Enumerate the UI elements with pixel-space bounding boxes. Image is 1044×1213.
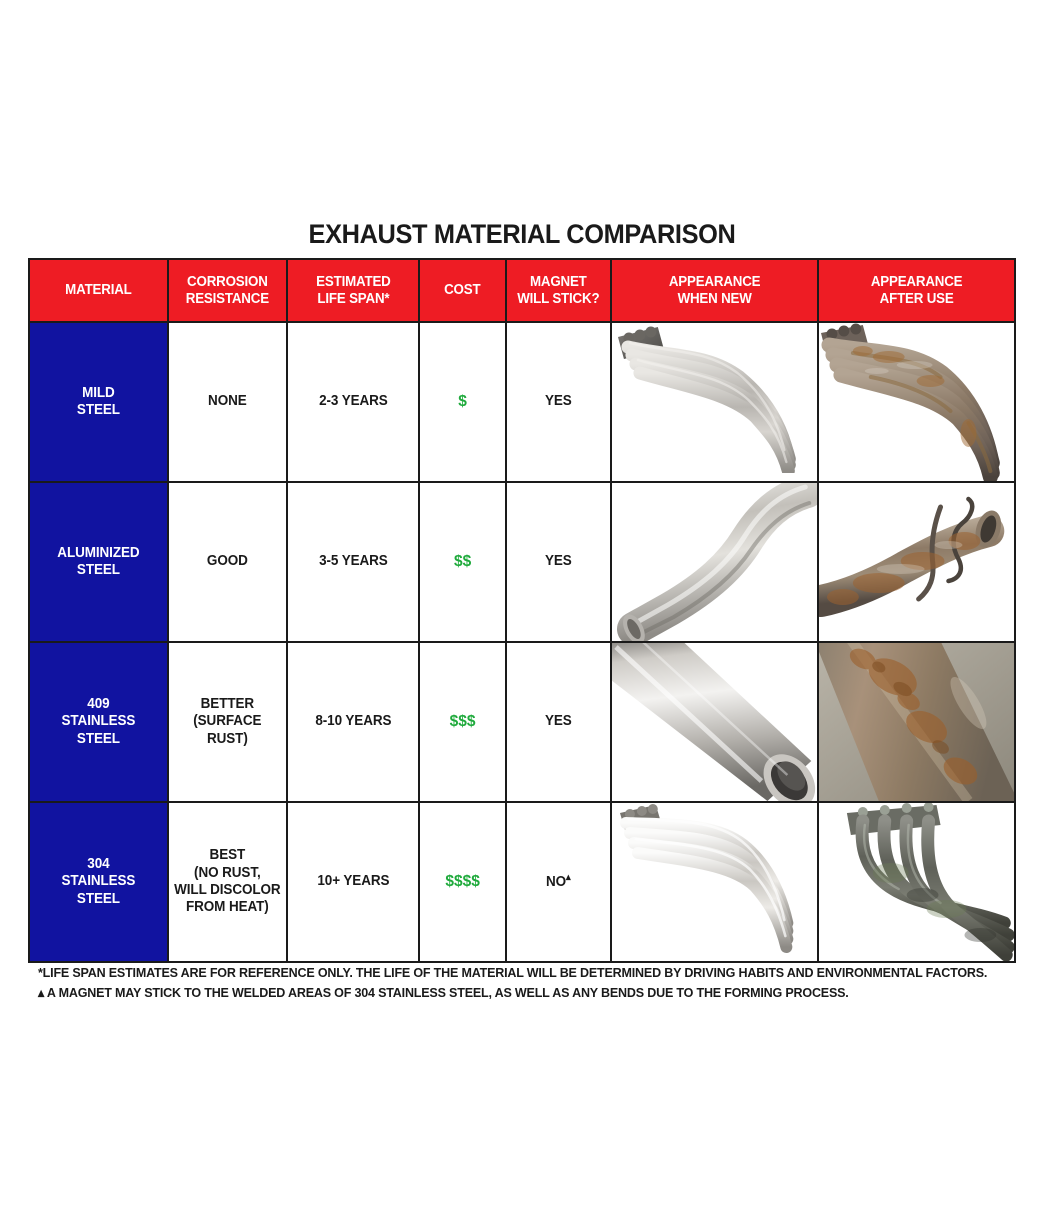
cell-appearance-used-mild-steel <box>818 322 1015 482</box>
cell-cost-409-stainless-steel: $$$ <box>419 642 506 802</box>
409-stainless-surface-rust-photo <box>819 643 1014 801</box>
cell-lifespan-mild-steel: 2-3 YEARS <box>287 322 420 482</box>
magnet-footnote-marker: ▴ <box>565 872 571 884</box>
comparison-table-wrapper <box>28 258 1016 963</box>
table-header-row <box>29 259 1015 322</box>
cell-corrosion-mild-steel: NONE <box>168 322 287 482</box>
cell-corrosion-aluminized-steel: GOOD <box>168 482 287 642</box>
cell-cost-aluminized-steel: $$ <box>419 482 506 642</box>
409-stainless-straight-pipe-new-photo <box>612 643 817 801</box>
cell-appearance-new-409-stainless-steel <box>611 642 818 802</box>
exhaust-material-comparison-table <box>28 258 1016 963</box>
cell-lifespan-409-stainless-steel: 8-10 YEARS <box>287 642 420 802</box>
table-row <box>29 322 1015 482</box>
table-row <box>29 642 1015 802</box>
cell-material-304-stainless-steel: 304 STAINLESS STEEL <box>29 802 168 962</box>
table-row <box>29 482 1015 642</box>
cell-magnet-409-stainless-steel: YES <box>506 642 611 802</box>
footnote-lifespan: *LIFE SPAN ESTIMATES ARE FOR REFERENCE ONLY. THE LIFE OF THE MATERIAL WILL BE DETERMINED BY DRIVING HABITS AND ENVIRONMENTAL FACTORS. <box>38 965 988 980</box>
cell-material-409-stainless-steel: 409 STAINLESS STEEL <box>29 642 168 802</box>
page-title: EXHAUST MATERIAL COMPARISON <box>308 219 736 249</box>
cell-corrosion-304-stainless-steel: BEST (NO RUST, WILL DISCOLOR FROM HEAT) <box>168 802 287 962</box>
cell-appearance-new-aluminized-steel <box>611 482 818 642</box>
cell-cost-304-stainless-steel: $$$$ <box>419 802 506 962</box>
cell-lifespan-aluminized-steel: 3-5 YEARS <box>287 482 420 642</box>
cell-appearance-used-304-stainless-steel <box>818 802 1015 962</box>
304-stainless-headers-discolored-photo <box>819 803 1014 961</box>
table-row <box>29 802 1015 962</box>
column-header-appearance-when-new: APPEARANCE WHEN NEW <box>611 259 818 322</box>
cell-lifespan-304-stainless-steel: 10+ YEARS <box>287 802 420 962</box>
cell-appearance-used-aluminized-steel <box>818 482 1015 642</box>
304-stainless-headers-new-photo <box>612 803 817 961</box>
magnet-value: NO <box>545 874 566 891</box>
cell-magnet-mild-steel: YES <box>506 322 611 482</box>
mild-steel-headers-rusted-photo <box>819 323 1014 481</box>
cell-appearance-new-304-stainless-steel <box>611 802 818 962</box>
mild-steel-headers-new-photo <box>612 323 817 481</box>
cell-magnet-aluminized-steel: YES <box>506 482 611 642</box>
aluminized-pipe-rusted-photo <box>819 483 1014 641</box>
column-header-material: MATERIAL <box>29 259 168 322</box>
column-header-estimated-life-span: ESTIMATED LIFE SPAN* <box>287 259 420 322</box>
aluminized-bent-pipe-new-photo <box>612 483 817 641</box>
cell-appearance-new-mild-steel <box>611 322 818 482</box>
footnote-magnet: ▴ A MAGNET MAY STICK TO THE WELDED AREAS OF 304 STAINLESS STEEL, AS WELL AS ANY BENDS DUE TO THE FORMING PROCESS. <box>38 985 849 1001</box>
cell-appearance-used-409-stainless-steel <box>818 642 1015 802</box>
cell-corrosion-409-stainless-steel: BETTER (SURFACE RUST) <box>168 642 287 802</box>
footnotes <box>38 963 1018 1004</box>
column-header-corrosion-resistance: CORROSION RESISTANCE <box>168 259 287 322</box>
column-header-magnet-will-stick: MAGNET WILL STICK? <box>506 259 611 322</box>
column-header-cost: COST <box>419 259 506 322</box>
cell-cost-mild-steel: $ <box>419 322 506 482</box>
column-header-appearance-after-use: APPEARANCE AFTER USE <box>818 259 1015 322</box>
cell-material-mild-steel: MILD STEEL <box>29 322 168 482</box>
cell-material-aluminized-steel: ALUMINIZED STEEL <box>29 482 168 642</box>
cell-magnet-304-stainless-steel <box>506 802 611 962</box>
